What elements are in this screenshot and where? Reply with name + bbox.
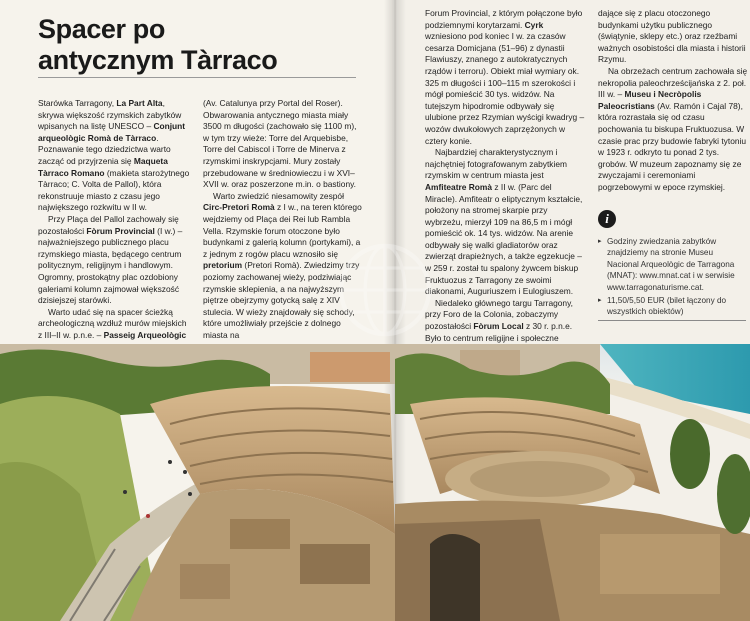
text-run: (Pretori Romà). Zwiedzimy trzy poziomy zachowanej wieży, podziwiając rzymskie sklepienia, a na najwyższym piętrze obejrzymy gotycką salę z XIV stulecia. W wieży znajdowały się schody, które umożliwiały przejście z dolnego miasta na — [203, 260, 360, 340]
title-rule — [38, 77, 356, 78]
title-line-2: antycznym Tàrraco — [38, 45, 278, 75]
text-column-1 — [38, 98, 190, 341]
bold-term: La Part Alta — [116, 98, 163, 108]
bold-term: Fòrum Local — [473, 321, 524, 332]
bold-term: Museu i Necròpolis Paleocristians — [598, 89, 702, 111]
text-run: . Poznawanie tego dziedzictwa warto zacząć od przyjrzenia się — [38, 132, 171, 166]
title-line-1: Spacer po — [38, 14, 165, 44]
text-run: (makieta starożytnego Tàrraco; C. Volta de Pallol), która rekonstruuje miasto z czasu jego największego rozkwitu w II w. — [38, 167, 190, 213]
bold-term: Conjunt arqueològic Romà de Tàrraco — [38, 121, 186, 143]
bold-term: pretorium — [203, 260, 243, 271]
photo-illustration — [0, 344, 750, 621]
bold-term: Circ-Pretori Romà — [203, 202, 275, 213]
article-title — [38, 14, 358, 76]
bold-term: Maqueta Tàrraco Romano — [38, 155, 168, 178]
text-run: wzniesiono pod koniec I w. za czasów cesarza Domicjana (51–96) z dynastii Flawiuszy, znanego z autokratycznych rządów i terroru). Obiekt miał wymiary ok. 325 m długości i 100–115 m szerokości i mógł pomieścić 30 tys. widzów. Na tutejszym hipodromie odbywały się ulubione przez Rzymian wyścigi kwadryg – wozów dwukołowych zaprzężonych w cztery konie. — [425, 31, 585, 146]
text-column-4 — [598, 8, 748, 194]
paragraph — [425, 8, 585, 147]
text-run: z I w., na teren którego wejdziemy od Plaça dei Rei lub Rambla Vella. Rzymskie forum otoczone było budynkami z galerią kolumn (portykami), a z jednym z rogów placu wznosiło się — [203, 202, 362, 259]
bold-term: Amfiteatre Romà — [425, 181, 493, 192]
paragraph — [425, 147, 585, 298]
text-run: z 30 r. p.n.e. Było to centrum religijne i społeczne — [425, 321, 573, 343]
text-run: Na obrzeżach centrum zachowała się nekropolia paleochrześcijańska z 2. poł. III w. – — [598, 65, 748, 100]
paragraph — [598, 66, 748, 194]
paragraph — [38, 307, 190, 342]
amphitheatre-photo — [0, 344, 750, 621]
text-run: , skrywa większość rzymskich zabytków wpisanych na listę UNESCO – — [38, 98, 182, 132]
info-rule — [598, 320, 746, 321]
bold-term: Cyrk — [524, 19, 544, 30]
info-item-price: ▸ 11,50/5,50 EUR (bilet łączony do wszystkich obiektów) — [598, 295, 744, 318]
text-run: Najbardziej charakterystycznym i najchętniej fotografowanym zabytkiem rzymskim w centrum miasta jest — [425, 147, 567, 181]
text-run: Warto udać się na spacer ścieżką archeologiczną wzdłuż murów miejskich z III–II w. p.n.e. – — [38, 306, 187, 340]
text-run: (Av. Catalunya przy Portal del Roser). Obwarowania antycznego miasta miały 3500 m długości (zachowało się 1100 m), w tym trzy wieże: Torre del Arquebisbe, Torre del Cabiscol i Torre de Minerva z rzymskimi inskrypcjami. Mury zostały przebudowane w średniowieczu i w XVI–XVII w. oraz poszerzone m.in. o bastiony. — [203, 98, 357, 190]
text-column-3 — [425, 8, 585, 356]
bold-term: Passeig Arqueològic — [103, 329, 187, 340]
paragraph — [38, 98, 190, 214]
bold-term: Fòrum Provincial — [86, 225, 155, 236]
text-run: (I w.) – najważniejszego publicznego placu rzymskiego miasta, będącego centrum politycznym, religijnym i handlowym. Ogromny, prostokątny plac ozdobiony galeriami kolumn zajmował większość dzisiejszej starówki. — [38, 225, 183, 306]
text-run: Przy Plaça del Pallol zachowały się pozostałości — [38, 213, 179, 236]
paragraph — [38, 214, 190, 307]
text-run: Starówka Tarragony, — [38, 98, 117, 108]
info-item-hours: ▸ Godziny zwiedzania zabytków znajdziemy na stronie Museu Nacional Arqueològic de Tarragona (MNAT): www.mnat.cat i w serwisie www.tarragonaturisme.cat. — [598, 236, 744, 293]
text-run: z II w. (Parc del Miracle). Amfiteatr o eliptycznym kształcie, położony na stromej skarpie przy wybrzeżu, mierzył 109 na 86,5 m i mógł pomieścić ok. 14 tys. widzów. Na arenie odbywały się walki gladiatorów oraz zwierząt drapieżnych, a także egzekucje – w 259 r. został tu spalony żywcem biskup Fruktuozus z Tarragony ze swoimi diakonami, Auguriuszem i Eulogiuszem. — [425, 181, 583, 297]
text-run: dające się z placu otoczonego budynkami użytku publicznego (świątynie, sklepy etc.) oraz rzeźbami ważnych osobistości dla miasta i historii Rzymu. — [598, 8, 746, 65]
text-run: (Av. Ramón i Cajal 78), która rozrastała się od czasu pochowania tu biskupa Fruktuozusa. W czasie prac przy budowie fabryki tytoniu w 1923 r. odkryto tu ponad 2 tys. grobów. W muzeum zapoznamy się ze zwyczajami i ceremoniami pogrzebowymi w epoce rzymskiej. — [598, 100, 747, 192]
globe-watermark-icon — [330, 235, 440, 345]
paragraph — [203, 98, 363, 191]
info-list — [598, 236, 744, 320]
text-run: Niedaleko głównego targu Tarragony, przy Foro de la Colonia, zobaczymy pozostałości — [425, 297, 573, 332]
text-run: Warto zwiedzić niesamowity zespół — [213, 190, 344, 201]
paragraph — [598, 8, 748, 66]
text-run: Forum Provincial, z którym połączone było podziemnymi korytarzami. — [425, 8, 583, 30]
info-icon: i — [598, 210, 616, 228]
